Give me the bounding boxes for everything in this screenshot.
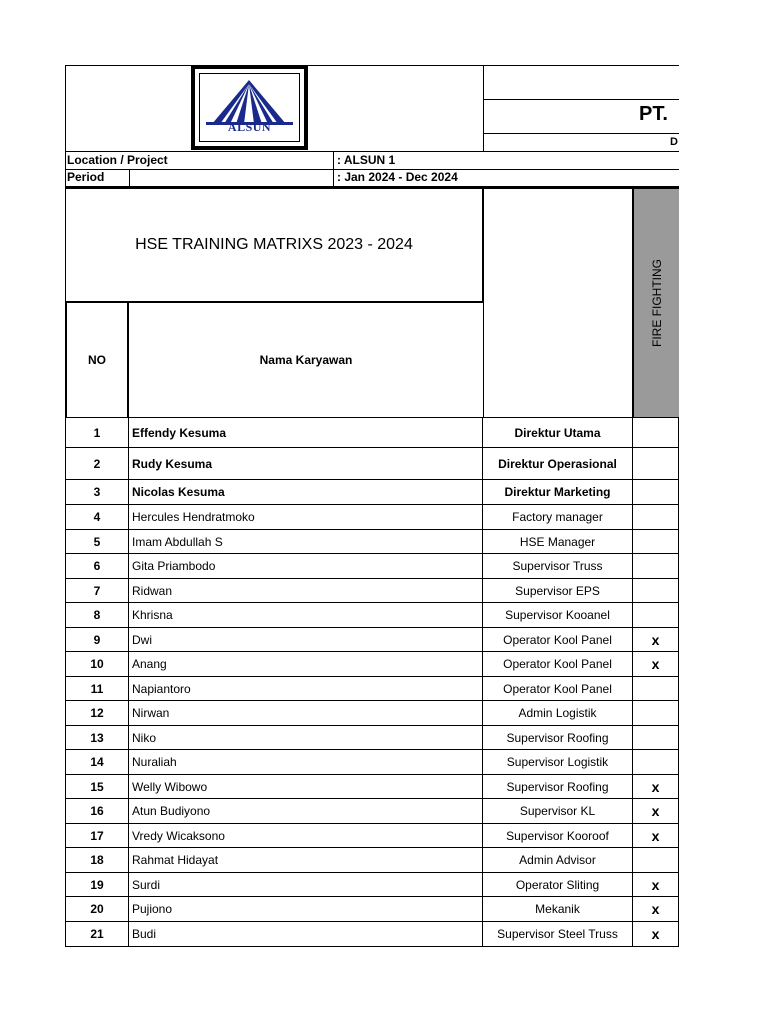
employee-position: Operator Kool Panel [483, 628, 633, 652]
training-mark: x [633, 799, 679, 824]
header-line-doc [483, 133, 679, 134]
training-mark: x [633, 824, 679, 848]
training-mark [633, 701, 679, 726]
employee-position: Operator Kool Panel [483, 652, 633, 677]
row-number: 8 [65, 603, 129, 628]
column-header-no [65, 303, 129, 418]
info-divider-2 [333, 152, 334, 187]
training-mark: x [633, 652, 679, 677]
column-header-name [129, 303, 483, 418]
employee-name: Rudy Kesuma [129, 448, 483, 480]
table-row [65, 897, 679, 922]
employee-name: Niko [129, 726, 483, 750]
employee-name: Gita Priambodo [129, 554, 483, 579]
training-mark [633, 554, 679, 579]
table-row [65, 922, 679, 947]
row-number: 19 [65, 873, 129, 897]
employee-position: Supervisor Roofing [483, 726, 633, 750]
row-number: 11 [65, 677, 129, 701]
column-header-no-label: NO [88, 353, 106, 367]
employee-position: Supervisor Truss [483, 554, 633, 579]
table-row [65, 505, 679, 530]
employee-position: Supervisor Roofing [483, 775, 633, 799]
employee-position: Supervisor KL [483, 799, 633, 824]
row-number: 1 [65, 418, 129, 448]
table-row [65, 799, 679, 824]
training-mark [633, 530, 679, 554]
training-mark [633, 677, 679, 701]
row-number: 16 [65, 799, 129, 824]
header-block [65, 65, 679, 152]
employee-name: Welly Wibowo [129, 775, 483, 799]
employee-name: Nirwan [129, 701, 483, 726]
matrix-title: HSE TRAINING MATRIXS 2023 - 2024 [135, 236, 413, 253]
table-row [65, 701, 679, 726]
table-row [65, 726, 679, 750]
header-divider [483, 65, 484, 152]
table-row [65, 554, 679, 579]
employee-name: Dwi [129, 628, 483, 652]
training-mark [633, 726, 679, 750]
header-line-company [483, 99, 679, 100]
training-mark: x [633, 922, 679, 947]
company-logo [191, 65, 308, 150]
employee-position: Supervisor Kooanel [483, 603, 633, 628]
employee-position: Supervisor Logistik [483, 750, 633, 775]
table-row [65, 480, 679, 505]
employee-name: Rahmat Hidayat [129, 848, 483, 873]
employee-name: Surdi [129, 873, 483, 897]
employee-position: HSE Manager [483, 530, 633, 554]
training-mark: x [633, 628, 679, 652]
row-number: 4 [65, 505, 129, 530]
row-number: 7 [65, 579, 129, 603]
matrix-position-header [483, 187, 633, 418]
document-label: D [670, 136, 678, 148]
table-row [65, 530, 679, 554]
logo-frame [199, 73, 300, 142]
employee-position: Operator Kool Panel [483, 677, 633, 701]
row-number: 9 [65, 628, 129, 652]
row-number: 5 [65, 530, 129, 554]
employee-name: Pujiono [129, 897, 483, 922]
employee-name: Khrisna [129, 603, 483, 628]
training-mark: x [633, 775, 679, 799]
training-mark [633, 448, 679, 480]
employee-position: Direktur Operasional [483, 448, 633, 480]
company-name: PT. [639, 103, 668, 125]
training-mark [633, 480, 679, 505]
row-number: 20 [65, 897, 129, 922]
training-mark [633, 848, 679, 873]
table-row [65, 824, 679, 848]
employee-position: Direktur Marketing [483, 480, 633, 505]
row-number: 13 [65, 726, 129, 750]
row-number: 14 [65, 750, 129, 775]
table-row [65, 775, 679, 799]
training-mark [633, 418, 679, 448]
employee-name: Atun Budiyono [129, 799, 483, 824]
training-mark: x [633, 897, 679, 922]
employee-name: Vredy Wicaksono [129, 824, 483, 848]
row-number: 18 [65, 848, 129, 873]
row-number: 10 [65, 652, 129, 677]
row-number: 2 [65, 448, 129, 480]
employee-position: Admin Advisor [483, 848, 633, 873]
employee-name: Ridwan [129, 579, 483, 603]
row-number: 12 [65, 701, 129, 726]
employee-name: Effendy Kesuma [129, 418, 483, 448]
training-mark [633, 579, 679, 603]
employee-name: Anang [129, 652, 483, 677]
row-number: 21 [65, 922, 129, 947]
training-header-fire-fighting [633, 187, 679, 418]
training-header-label: FIRE FIGHTING [649, 259, 664, 347]
employee-table [65, 418, 679, 948]
training-mark [633, 603, 679, 628]
logo-text: ALSUN [227, 120, 272, 134]
employee-position: Mekanik [483, 897, 633, 922]
table-row [65, 603, 679, 628]
table-row [65, 579, 679, 603]
table-row [65, 628, 679, 652]
training-mark: x [633, 873, 679, 897]
table-row [65, 750, 679, 775]
employee-position: Direktur Utama [483, 418, 633, 448]
employee-position: Supervisor EPS [483, 579, 633, 603]
employee-name: Imam Abdullah S [129, 530, 483, 554]
employee-name: Nicolas Kesuma [129, 480, 483, 505]
employee-position: Factory manager [483, 505, 633, 530]
employee-position: Operator Sliting [483, 873, 633, 897]
employee-name: Nuraliah [129, 750, 483, 775]
period-value: : Jan 2024 - Dec 2024 [337, 170, 458, 184]
employee-name: Napiantoro [129, 677, 483, 701]
table-row [65, 873, 679, 897]
column-header-name-label: Nama Karyawan [259, 353, 353, 367]
info-divider-1 [129, 169, 130, 187]
training-mark [633, 505, 679, 530]
location-label: Location / Project [67, 153, 168, 167]
row-number: 17 [65, 824, 129, 848]
table-row [65, 418, 679, 448]
period-label: Period [67, 170, 105, 184]
table-row [65, 677, 679, 701]
employee-name: Hercules Hendratmoko [129, 505, 483, 530]
employee-position: Supervisor Steel Truss [483, 922, 633, 947]
location-value: : ALSUN 1 [337, 153, 396, 167]
employee-position: Admin Logistik [483, 701, 633, 726]
employee-position: Supervisor Kooroof [483, 824, 633, 848]
row-number: 3 [65, 480, 129, 505]
training-mark [633, 750, 679, 775]
table-row [65, 848, 679, 873]
employee-name: Budi [129, 922, 483, 947]
row-number: 6 [65, 554, 129, 579]
table-row [65, 652, 679, 677]
matrix-title-box [65, 187, 483, 303]
table-row [65, 448, 679, 480]
row-number: 15 [65, 775, 129, 799]
